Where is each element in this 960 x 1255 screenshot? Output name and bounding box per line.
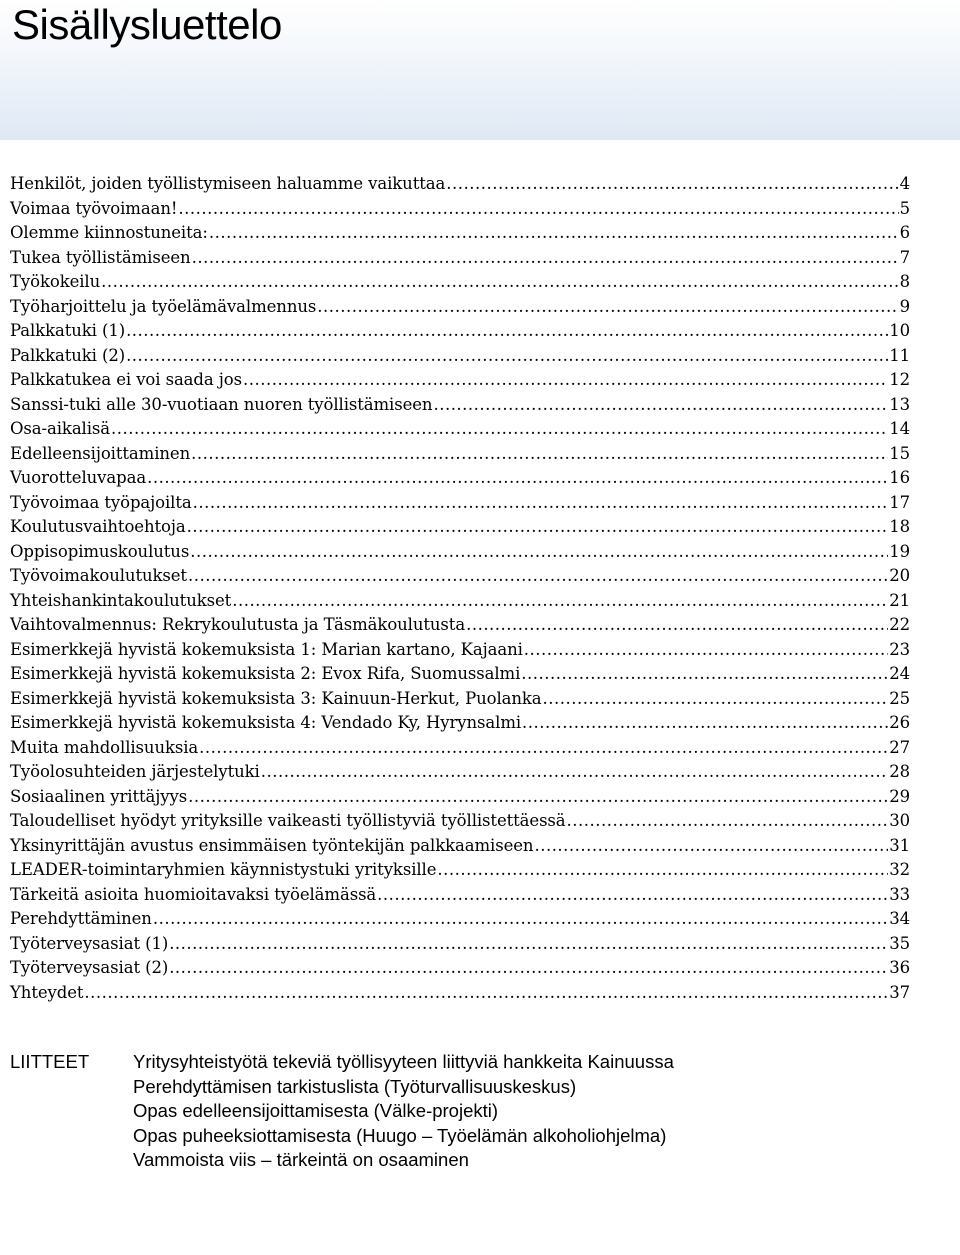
dot-leader [524, 638, 888, 663]
dot-leader [522, 711, 888, 736]
toc-entry-label: Vuorotteluvapaa [10, 468, 147, 487]
dot-leader [188, 785, 888, 810]
dot-leader [232, 589, 888, 614]
toc-entry[interactable] [10, 221, 910, 246]
toc-entry-label: Yhteishankintakoulutukset [10, 590, 232, 610]
toc-entry-label: Työterveysasiat (2) [10, 958, 169, 977]
toc-entry-label: Osa-aikalisä [10, 419, 111, 438]
toc-entry-page-number: 14 [889, 419, 910, 438]
dot-leader [437, 858, 888, 883]
toc-entry[interactable] [10, 662, 910, 687]
toc-entry-page-number: 24 [889, 664, 910, 683]
toc-entry-label: Henkilöt, joiden työllistymiseen haluamme vaikuttaa [10, 174, 446, 193]
toc-entry-label: Esimerkkejä hyvistä kokemuksista 2: Evox Rifa, Suomussalmi [10, 664, 521, 683]
toc-entry[interactable] [10, 858, 910, 883]
page-title: Sisällysluettelo [12, 1, 282, 48]
toc-entry[interactable] [10, 417, 910, 442]
toc-entry-label: Tärkeitä asioita huomioitavaksi työelämässä [10, 884, 377, 904]
dot-leader [111, 417, 888, 442]
toc-entry[interactable] [10, 981, 910, 1006]
toc-entry-label: Työvoimaa työpajoilta [10, 492, 192, 512]
toc-entry[interactable] [10, 809, 910, 834]
dot-leader [317, 295, 898, 320]
dot-leader [188, 564, 888, 589]
toc-entry-page-number: 6 [899, 223, 910, 242]
toc-entry-label: Työharjoittelu ja työelämävalmennus [10, 296, 317, 316]
toc-entry[interactable] [10, 172, 910, 197]
toc-entry-page-number: 17 [889, 492, 910, 512]
table-of-contents [10, 172, 910, 1005]
toc-entry[interactable] [10, 589, 910, 614]
toc-entry-page-number: 23 [889, 639, 910, 659]
toc-entry-label: Sanssi-tuki alle 30-vuotiaan nuoren työllistämiseen [10, 394, 433, 414]
dot-leader [192, 246, 899, 271]
dot-leader [169, 932, 888, 957]
appendix-item: Opas edelleensijoittamisesta (Välke-projekti) [133, 1100, 499, 1121]
dot-leader [193, 491, 889, 516]
toc-entry-label: Taloudelliset hyödyt yrityksille vaikeasti työllistyviä työllistettäessä [10, 811, 566, 830]
toc-entry[interactable] [10, 393, 910, 418]
dot-leader [521, 662, 888, 687]
toc-entry-label: LEADER-toimintaryhmien käynnistystuki yrityksille [10, 860, 437, 879]
dot-leader [209, 221, 899, 246]
dot-leader [534, 834, 888, 859]
toc-entry[interactable] [10, 344, 910, 369]
toc-entry-label: Perehdyttäminen [10, 909, 152, 928]
toc-entry-label: Yhteydet [10, 982, 84, 1002]
toc-entry-page-number: 30 [889, 811, 910, 830]
toc-entry-page-number: 25 [889, 688, 910, 708]
toc-entry[interactable] [10, 956, 910, 981]
toc-entry[interactable] [10, 197, 910, 222]
toc-entry-label: Työolosuhteiden järjestelytuki [10, 762, 260, 781]
dot-leader [147, 466, 888, 491]
toc-entry-page-number: 12 [889, 370, 910, 389]
dot-leader [126, 319, 888, 344]
toc-entry[interactable] [10, 760, 910, 785]
dot-leader [543, 687, 889, 712]
appendix-label: LIITTEET [10, 1051, 90, 1072]
toc-entry-page-number: 20 [889, 566, 910, 585]
toc-entry[interactable] [10, 295, 910, 320]
dot-leader [446, 172, 898, 197]
toc-entry-page-number: 32 [889, 860, 910, 879]
appendix-item: Perehdyttämisen tarkistuslista (Työturvallisuuskeskus) [133, 1075, 577, 1097]
dot-leader [101, 270, 898, 295]
appendix-item: Vammoista viis – tärkeintä on osaaminen [133, 1149, 469, 1170]
toc-entry[interactable] [10, 246, 910, 271]
toc-entry-label: Sosiaalinen yrittäjyys [10, 786, 188, 806]
dot-leader [187, 515, 889, 540]
dot-leader [567, 809, 889, 834]
toc-entry[interactable] [10, 907, 910, 932]
toc-entry-page-number: 21 [889, 590, 910, 610]
dot-leader [191, 442, 888, 467]
toc-entry-label: Palkkatuki (1) [10, 321, 126, 340]
toc-entry-page-number: 16 [889, 468, 910, 487]
toc-entry-page-number: 13 [889, 394, 910, 414]
toc-entry[interactable] [10, 883, 910, 908]
toc-entry[interactable] [10, 466, 910, 491]
toc-entry[interactable] [10, 270, 910, 295]
toc-entry[interactable] [10, 319, 910, 344]
toc-entry-page-number: 26 [889, 713, 910, 732]
toc-entry-label: Muita mahdollisuuksia [10, 737, 199, 757]
toc-entry-page-number: 5 [899, 198, 910, 218]
toc-entry-label: Oppisopimuskoulutus [10, 541, 190, 561]
toc-entry[interactable] [10, 785, 910, 810]
toc-entry-page-number: 28 [889, 762, 910, 781]
toc-entry-label: Voimaa työvoimaan! [10, 198, 178, 218]
toc-entry-label: Palkkatukea ei voi saada jos [10, 370, 242, 389]
toc-entry[interactable] [10, 736, 910, 761]
toc-entry-label: Työterveysasiat (1) [10, 933, 169, 953]
toc-entry[interactable] [10, 932, 910, 957]
toc-entry-label: Tukea työllistämiseen [10, 247, 191, 267]
toc-entry-label: Koulutusvaihtoehtoja [10, 517, 186, 536]
dot-leader [261, 760, 888, 785]
toc-entry[interactable] [10, 515, 910, 540]
toc-entry-page-number: 19 [889, 541, 910, 561]
toc-entry-page-number: 35 [889, 933, 910, 953]
toc-entry-label: Palkkatuki (2) [10, 345, 126, 365]
toc-entry[interactable] [10, 687, 910, 712]
toc-entry-label: Edelleensijoittaminen [10, 443, 191, 463]
toc-entry-page-number: 29 [889, 786, 910, 806]
toc-entry-label: Työvoimakoulutukset [10, 566, 187, 585]
toc-entry-page-number: 34 [889, 909, 910, 928]
dot-leader [433, 393, 888, 418]
dot-leader [466, 613, 888, 638]
toc-entry-label: Esimerkkejä hyvistä kokemuksista 3: Kainuun-Herkut, Puolanka [10, 688, 542, 708]
toc-entry[interactable] [10, 834, 910, 859]
toc-entry-page-number: 4 [899, 174, 910, 193]
toc-entry-page-number: 33 [889, 884, 910, 904]
toc-entry-page-number: 7 [899, 247, 910, 267]
toc-entry-label: Olemme kiinnostuneita: [10, 223, 208, 242]
appendix-item: Yritysyhteistyötä tekeviä työllisyyteen liittyviä hankkeita Kainuussa [133, 1051, 674, 1072]
toc-entry[interactable] [10, 442, 910, 467]
dot-leader [84, 981, 888, 1006]
toc-entry[interactable] [10, 540, 910, 565]
dot-leader [243, 368, 888, 393]
toc-entry-label: Yksinyrittäjän avustus ensimmäisen työntekijän palkkaamiseen [10, 835, 534, 855]
toc-entry-page-number: 11 [889, 345, 910, 365]
toc-entry-page-number: 31 [889, 835, 910, 855]
toc-entry-page-number: 8 [899, 272, 910, 291]
toc-entry-page-number: 27 [889, 737, 910, 757]
dot-leader [190, 540, 888, 565]
toc-entry[interactable] [10, 638, 910, 663]
toc-entry-page-number: 15 [889, 443, 910, 463]
toc-entry-label: Esimerkkejä hyvistä kokemuksista 4: Vendado Ky, Hyrynsalmi [10, 713, 522, 732]
dot-leader [153, 907, 888, 932]
toc-entry-page-number: 36 [889, 958, 910, 977]
toc-entry[interactable] [10, 613, 910, 638]
appendix-list [133, 1050, 674, 1173]
dot-leader [199, 736, 888, 761]
toc-entry[interactable] [10, 491, 910, 516]
toc-entry-page-number: 37 [889, 982, 910, 1002]
toc-entry-page-number: 22 [889, 615, 910, 634]
toc-entry-page-number: 9 [899, 296, 910, 316]
appendix-item: Opas puheeksiottamisesta (Huugo – Työelämän alkoholiohjelma) [133, 1124, 667, 1146]
toc-entry-page-number: 18 [889, 517, 910, 536]
dot-leader [377, 883, 888, 908]
dot-leader [178, 197, 898, 222]
toc-entry-page-number: 10 [889, 321, 910, 340]
toc-entry-label: Esimerkkejä hyvistä kokemuksista 1: Marian kartano, Kajaani [10, 639, 523, 659]
toc-entry[interactable] [10, 564, 910, 589]
toc-entry[interactable] [10, 368, 910, 393]
toc-entry[interactable] [10, 711, 910, 736]
dot-leader [169, 956, 888, 981]
toc-entry-label: Työkokeilu [10, 272, 101, 291]
toc-entry-label: Vaihtovalmennus: Rekrykoulutusta ja Täsmäkoulutusta [10, 615, 466, 634]
dot-leader [126, 344, 888, 369]
